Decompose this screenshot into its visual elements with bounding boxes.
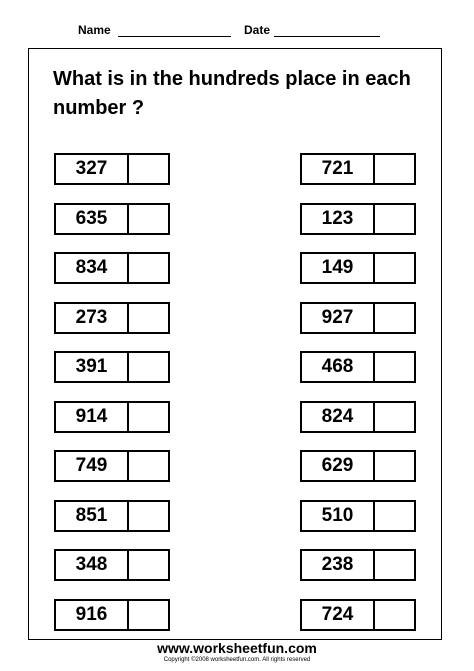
answer-box[interactable] xyxy=(129,551,168,579)
number-value: 635 xyxy=(56,205,129,233)
number-value: 510 xyxy=(302,502,375,530)
answer-box[interactable] xyxy=(129,601,168,629)
number-box xyxy=(54,549,170,581)
number-value: 834 xyxy=(56,254,129,282)
answer-box[interactable] xyxy=(375,304,414,332)
number-box xyxy=(300,401,416,433)
number-value: 123 xyxy=(302,205,375,233)
number-value: 391 xyxy=(56,353,129,381)
number-box xyxy=(300,252,416,284)
number-value: 824 xyxy=(302,403,375,431)
number-value: 749 xyxy=(56,452,129,480)
question-text: What is in the hundreds place in each number ? xyxy=(53,68,411,119)
number-value: 273 xyxy=(56,304,129,332)
number-box xyxy=(54,203,170,235)
date-label: Date xyxy=(244,23,271,37)
number-value: 149 xyxy=(302,254,375,282)
number-value: 916 xyxy=(56,601,129,629)
number-box xyxy=(54,500,170,532)
number-value: 629 xyxy=(302,452,375,480)
answer-box[interactable] xyxy=(129,254,168,282)
answer-box[interactable] xyxy=(129,502,168,530)
name-label: Name xyxy=(78,23,111,37)
answer-box[interactable] xyxy=(375,155,414,183)
number-box xyxy=(300,599,416,631)
answer-box[interactable] xyxy=(129,155,168,183)
number-box xyxy=(300,153,416,185)
answer-box[interactable] xyxy=(375,601,414,629)
answer-box[interactable] xyxy=(129,403,168,431)
date-line[interactable] xyxy=(274,36,380,37)
number-box xyxy=(54,351,170,383)
number-box xyxy=(300,549,416,581)
number-box xyxy=(300,203,416,235)
answer-box[interactable] xyxy=(375,452,414,480)
answer-box[interactable] xyxy=(129,353,168,381)
answer-box[interactable] xyxy=(375,551,414,579)
answer-box[interactable] xyxy=(375,502,414,530)
answer-box[interactable] xyxy=(129,452,168,480)
footer-website: www.worksheetfun.com xyxy=(157,640,317,656)
number-value: 851 xyxy=(56,502,129,530)
answer-box[interactable] xyxy=(375,254,414,282)
number-box xyxy=(300,302,416,334)
number-box xyxy=(54,401,170,433)
number-value: 238 xyxy=(302,551,375,579)
number-value: 348 xyxy=(56,551,129,579)
number-value: 927 xyxy=(302,304,375,332)
worksheet-panel xyxy=(28,48,442,640)
number-box xyxy=(54,599,170,631)
number-value: 327 xyxy=(56,155,129,183)
answer-box[interactable] xyxy=(375,403,414,431)
number-value: 721 xyxy=(302,155,375,183)
number-box xyxy=(54,153,170,185)
number-box xyxy=(300,351,416,383)
header xyxy=(0,20,474,42)
footer-copyright: Copyright ©2008 worksheetfun.com. All rights reserved xyxy=(163,657,311,663)
number-box xyxy=(54,302,170,334)
answer-box[interactable] xyxy=(375,205,414,233)
number-value: 724 xyxy=(302,601,375,629)
name-line[interactable] xyxy=(118,36,231,37)
answer-box[interactable] xyxy=(129,205,168,233)
number-box xyxy=(300,450,416,482)
number-box xyxy=(54,450,170,482)
answer-box[interactable] xyxy=(375,353,414,381)
number-value: 914 xyxy=(56,403,129,431)
number-box xyxy=(54,252,170,284)
number-box xyxy=(300,500,416,532)
number-value: 468 xyxy=(302,353,375,381)
answer-box[interactable] xyxy=(129,304,168,332)
